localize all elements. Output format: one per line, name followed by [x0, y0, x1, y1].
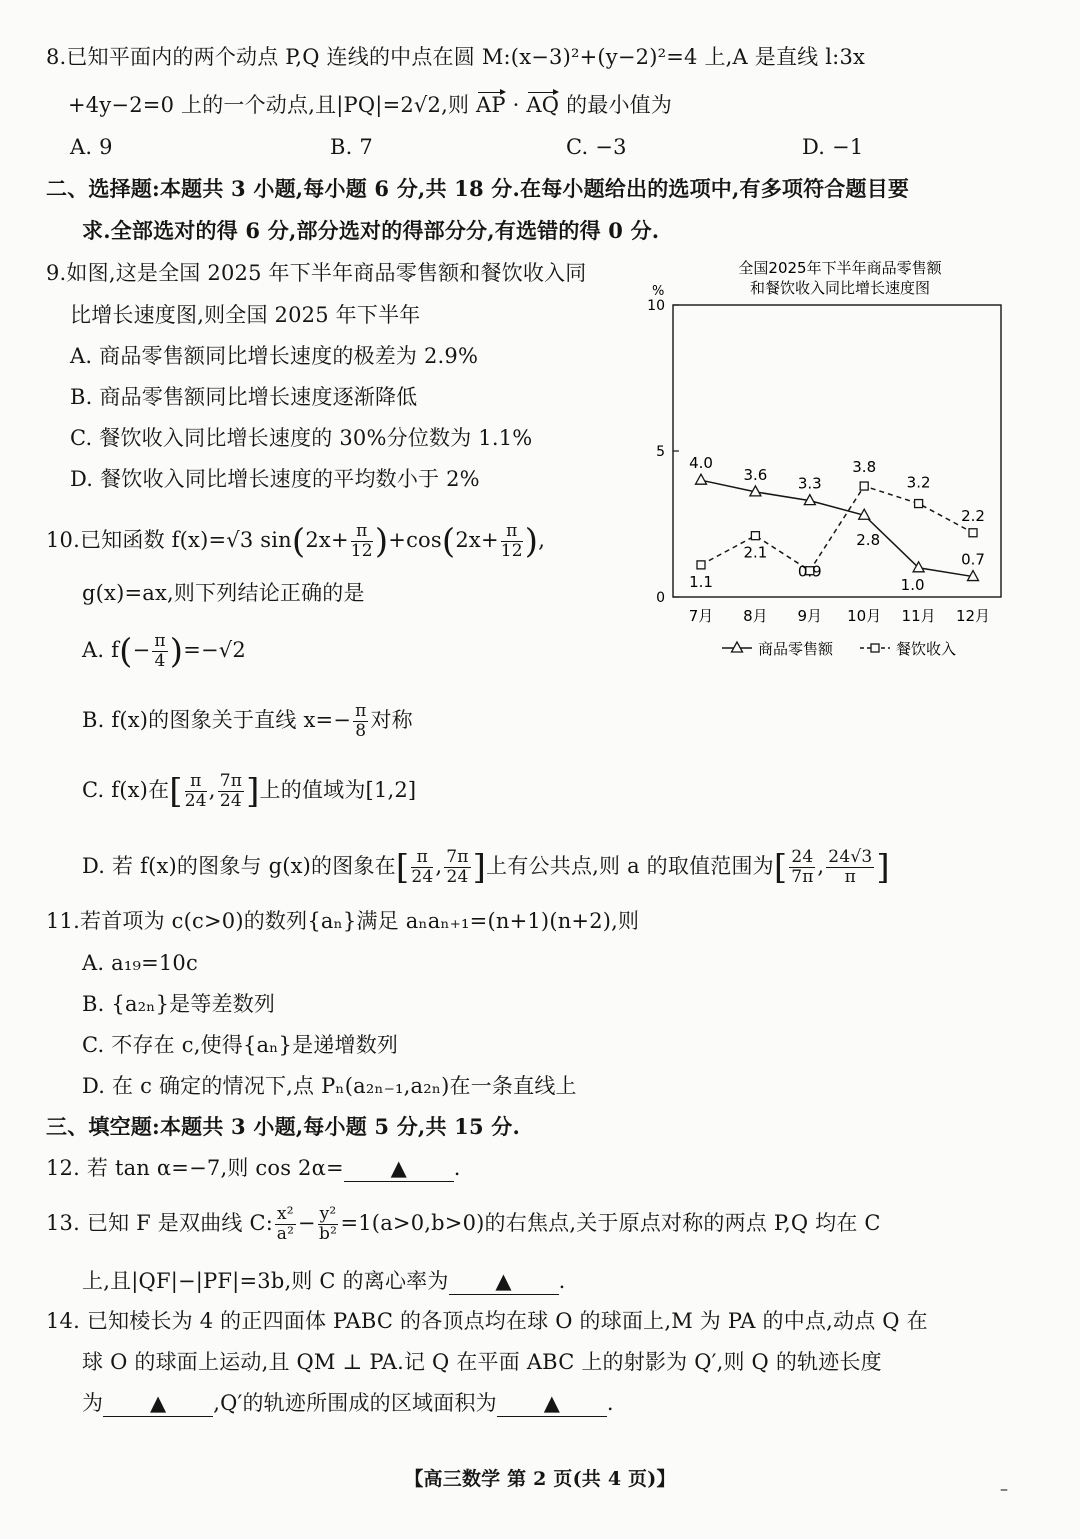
q8-line2-end: 的最小值为	[566, 93, 673, 117]
frac-den: b²	[318, 1224, 338, 1244]
paren-close: )	[169, 631, 184, 672]
q14-line3	[82, 1388, 614, 1418]
chart-y-unit: %	[652, 284, 665, 299]
y-tick-label-10: 10	[647, 298, 665, 314]
legend-catering-marker	[871, 644, 879, 652]
legend-retail-label: 商品零售额	[758, 640, 834, 658]
y-tick-label-0: 0	[656, 590, 665, 606]
q13-line2-text: 上,且|QF|−|PF|=3b,则 C 的离心率为	[82, 1269, 449, 1293]
retail-label-5: 1.0	[900, 575, 925, 594]
chart-title-line2: 和餐饮收入同比增长速度图	[749, 279, 931, 297]
paren-close-2: )	[524, 521, 539, 562]
legend-retail-marker	[732, 642, 743, 652]
q10-option-d	[82, 844, 890, 888]
bracket-close-2: ]	[876, 847, 890, 888]
q11-option-c: C. 不存在 c,使得{aₙ}是递增数列	[82, 1033, 399, 1057]
answer-blank: ▲	[449, 1268, 559, 1295]
q8-option-b: B. 7	[330, 135, 373, 159]
catering-label-1: 1.1	[689, 572, 713, 591]
q13-end: .	[558, 1269, 566, 1293]
frac-num: 7π	[446, 847, 469, 867]
minus: −	[297, 1211, 316, 1235]
frac-den: 12	[350, 541, 373, 561]
q10-text-c: +cos	[388, 528, 442, 552]
opt-d-mid: 上有公共点,则 a 的取值范围为	[486, 854, 774, 878]
q11-option-b: B. {a₂ₙ}是等差数列	[82, 992, 276, 1016]
q14-line1: 14. 已知棱长为 4 的正四面体 PABC 的各顶点均在球 O 的球面上,M 为 PA 的中点,动点 Q 在	[46, 1309, 928, 1333]
answer-blank-1: ▲	[103, 1390, 213, 1417]
q10-option-c	[82, 768, 416, 812]
fraction-pi-24	[411, 848, 433, 887]
bracket-open-2: [	[773, 847, 788, 888]
q9-line1: 9.如图,这是全国 2025 年下半年商品零售额和餐饮收入同	[46, 261, 587, 285]
opt-a-text: A. f	[82, 638, 120, 662]
q10-text-a: 10.已知函数 f(x)=√3 sin	[46, 528, 292, 552]
frac-num: y²	[319, 1204, 337, 1224]
q9-line2: 比增长速度图,则全国 2025 年下半年	[70, 303, 421, 327]
bracket-open: [	[169, 771, 183, 812]
catering-point-6	[969, 529, 977, 537]
y-tick-label-5: 5	[656, 444, 665, 460]
frac-num: 24	[791, 847, 814, 867]
q12-end: .	[453, 1156, 461, 1180]
retail-label-4: 2.8	[856, 531, 881, 550]
frac-num: π	[501, 522, 523, 542]
catering-label-4: 3.8	[852, 458, 877, 477]
x-tick-label-6: 12月	[955, 607, 991, 625]
q8-option-a: A. 9	[70, 135, 113, 159]
q8-option-d: D. −1	[802, 135, 864, 159]
frac-den: 24	[219, 791, 242, 811]
frac-num: 7π	[219, 771, 243, 791]
vector-ap: AP	[476, 90, 506, 120]
paren-close: )	[374, 521, 389, 562]
answer-blank: ▲	[344, 1155, 454, 1182]
frac-den: 24	[446, 867, 469, 887]
x-tick-label-4: 10月	[847, 607, 882, 625]
opt-b-end: 对称	[370, 708, 413, 732]
q13-line2	[82, 1266, 565, 1296]
opt-b-text: B. f(x)的图象关于直线 x=−	[82, 708, 352, 732]
q8-option-c: C. −3	[566, 135, 627, 159]
frac-den: 7π	[791, 867, 814, 887]
frac-num: 24√3	[828, 847, 873, 867]
opt-c-text: C. f(x)在	[82, 778, 170, 802]
bracket-close: ]	[246, 771, 260, 812]
catering-point-1	[697, 561, 705, 569]
vector-aq: AQ	[526, 90, 559, 120]
frac-den: 24	[411, 867, 434, 887]
frac-num: π	[411, 848, 433, 868]
q9-option-d: D. 餐饮收入同比增长速度的平均数小于 2%	[70, 467, 480, 491]
q11-line1: 11.若首项为 c(c>0)的数列{aₙ}满足 aₙaₙ₊₁=(n+1)(n+2),则	[46, 909, 640, 933]
frac-num: π	[154, 631, 166, 651]
fraction-pi-12	[351, 522, 373, 561]
paren-open-2: (	[441, 521, 456, 562]
opt-a-minus: −	[132, 638, 151, 662]
q10-option-b	[82, 698, 413, 742]
q14-line2: 球 O 的球面上运动,且 QM ⊥ PA.记 Q 在平面 ABC 上的射影为 Q′,则 Q 的轨迹长度	[82, 1350, 882, 1374]
fraction-24-7pi	[789, 848, 815, 887]
plot-frame	[673, 305, 1001, 597]
catering-label-6: 2.2	[961, 506, 985, 525]
paren-open: (	[291, 521, 306, 562]
q10-option-a	[82, 628, 246, 672]
dot-operator: ·	[505, 93, 527, 117]
comma: ,	[208, 778, 216, 802]
frac-den: 24	[184, 791, 207, 811]
fraction-7pi-24	[218, 772, 244, 811]
q10-text-d: 2x+	[455, 528, 499, 552]
q9-option-c: C. 餐饮收入同比增长速度的 30%分位数为 1.1%	[70, 426, 533, 450]
q9-option-a: A. 商品零售额同比增长速度的极差为 2.9%	[70, 344, 479, 368]
section2-line1: 二、选择题:本题共 3 小题,每小题 6 分,共 18 分.在每小题给出的选项中,有多项符合题目要	[46, 176, 910, 201]
x-tick-label-2: 8月	[743, 607, 768, 625]
legend-catering-label: 餐饮收入	[896, 640, 957, 658]
x-tick-label-3: 9月	[797, 607, 823, 625]
q14-end: .	[606, 1391, 614, 1415]
answer-blank-2: ▲	[497, 1390, 607, 1417]
frac-num: π	[355, 701, 367, 721]
opt-a-value: =−√2	[183, 638, 246, 662]
series-line-2	[701, 486, 973, 571]
frac-den: 4	[154, 651, 166, 671]
comma: ,	[817, 854, 825, 878]
frac-num: π	[351, 522, 373, 542]
fraction-pi-24	[185, 772, 207, 811]
growth-rate-chart	[640, 255, 1020, 665]
comma: ,	[435, 854, 443, 878]
catering-point-2	[751, 532, 759, 540]
section2-line2: 求.全部选对的得 6 分,部分选对的得部分分,有选错的得 0 分.	[82, 218, 660, 243]
catering-label-5: 3.2	[906, 473, 931, 492]
x-tick-label-5: 11月	[901, 607, 936, 625]
catering-label-2: 2.1	[743, 543, 768, 562]
q14-text-b: ,Q′的轨迹所围成的区域面积为	[213, 1391, 497, 1415]
q10-line1	[46, 520, 545, 560]
retail-point-1	[696, 474, 707, 484]
bracket-open: [	[395, 847, 410, 888]
frac-den: a²	[276, 1224, 295, 1244]
q12	[46, 1153, 461, 1183]
q11-option-d: D. 在 c 确定的情况下,点 Pₙ(a₂ₙ₋₁,a₂ₙ)在一条直线上	[82, 1074, 577, 1098]
fraction-x2-a2	[275, 1205, 296, 1244]
fraction-pi-12-b	[501, 522, 523, 561]
frac-den: π	[844, 867, 857, 887]
x-tick-label-1: 7月	[688, 607, 714, 625]
q11-option-a: A. a₁₉=10c	[82, 951, 198, 975]
q8-line2	[68, 90, 672, 120]
series-line-1	[701, 480, 973, 576]
q8-line1: 8.已知平面内的两个动点 P,Q 连线的中点在圆 M:(x−3)²+(y−2)²=4 上,A 是直线 l:3x	[46, 45, 866, 69]
frac-num: π	[185, 772, 207, 792]
fraction-pi-4	[152, 632, 167, 671]
catering-point-5	[915, 500, 923, 508]
q8-line2-text: +4y−2=0 上的一个动点,且|PQ|=2√2,则	[68, 93, 470, 117]
q9-option-b: B. 商品零售额同比增长速度逐渐降低	[70, 385, 418, 409]
page-footer: 【高三数学 第 2 页(共 4 页)】	[404, 1468, 676, 1490]
q10-g-def: g(x)=ax,则下列结论正确的是	[82, 581, 365, 605]
fraction-7pi-24	[444, 848, 470, 887]
paren-open: (	[119, 631, 133, 672]
fraction-24sqrt3-pi	[826, 848, 874, 887]
catering-point-4	[860, 482, 868, 490]
q13-line1	[46, 1200, 881, 1246]
retail-label-1: 4.0	[689, 454, 713, 473]
catering-label-3: 0.9	[797, 562, 822, 581]
chart-legend	[722, 640, 956, 658]
q10-text-b: 2x+	[305, 528, 349, 552]
fraction-pi-8	[353, 702, 368, 741]
frac-den: 8	[355, 721, 367, 741]
retail-label-6: 0.7	[961, 550, 985, 569]
corner-mark: –	[1000, 1479, 1009, 1498]
chart-title-line1: 全国2025年下半年商品零售额	[738, 259, 942, 277]
frac-num: x²	[277, 1204, 294, 1224]
fraction-y2-b2	[318, 1205, 339, 1244]
q13-text-a: 13. 已知 F 是双曲线 C:	[46, 1211, 274, 1235]
bracket-close: ]	[472, 847, 487, 888]
opt-d-text: D. 若 f(x)的图象与 g(x)的图象在	[82, 854, 396, 878]
q13-text-b: =1(a>0,b>0)的右焦点,关于原点对称的两点 P,Q 均在 C	[340, 1211, 881, 1235]
frac-den: 12	[500, 541, 523, 561]
q14-text-a: 为	[82, 1391, 104, 1415]
opt-c-end: 上的值域为[1,2]	[259, 778, 417, 802]
q12-text: 12. 若 tan α=−7,则 cos 2α=	[46, 1156, 344, 1180]
retail-label-2: 3.6	[743, 465, 768, 484]
q10-comma: ,	[538, 528, 546, 552]
retail-label-3: 3.3	[797, 474, 822, 493]
section3-heading: 三、填空题:本题共 3 小题,每小题 5 分,共 15 分.	[46, 1114, 520, 1139]
